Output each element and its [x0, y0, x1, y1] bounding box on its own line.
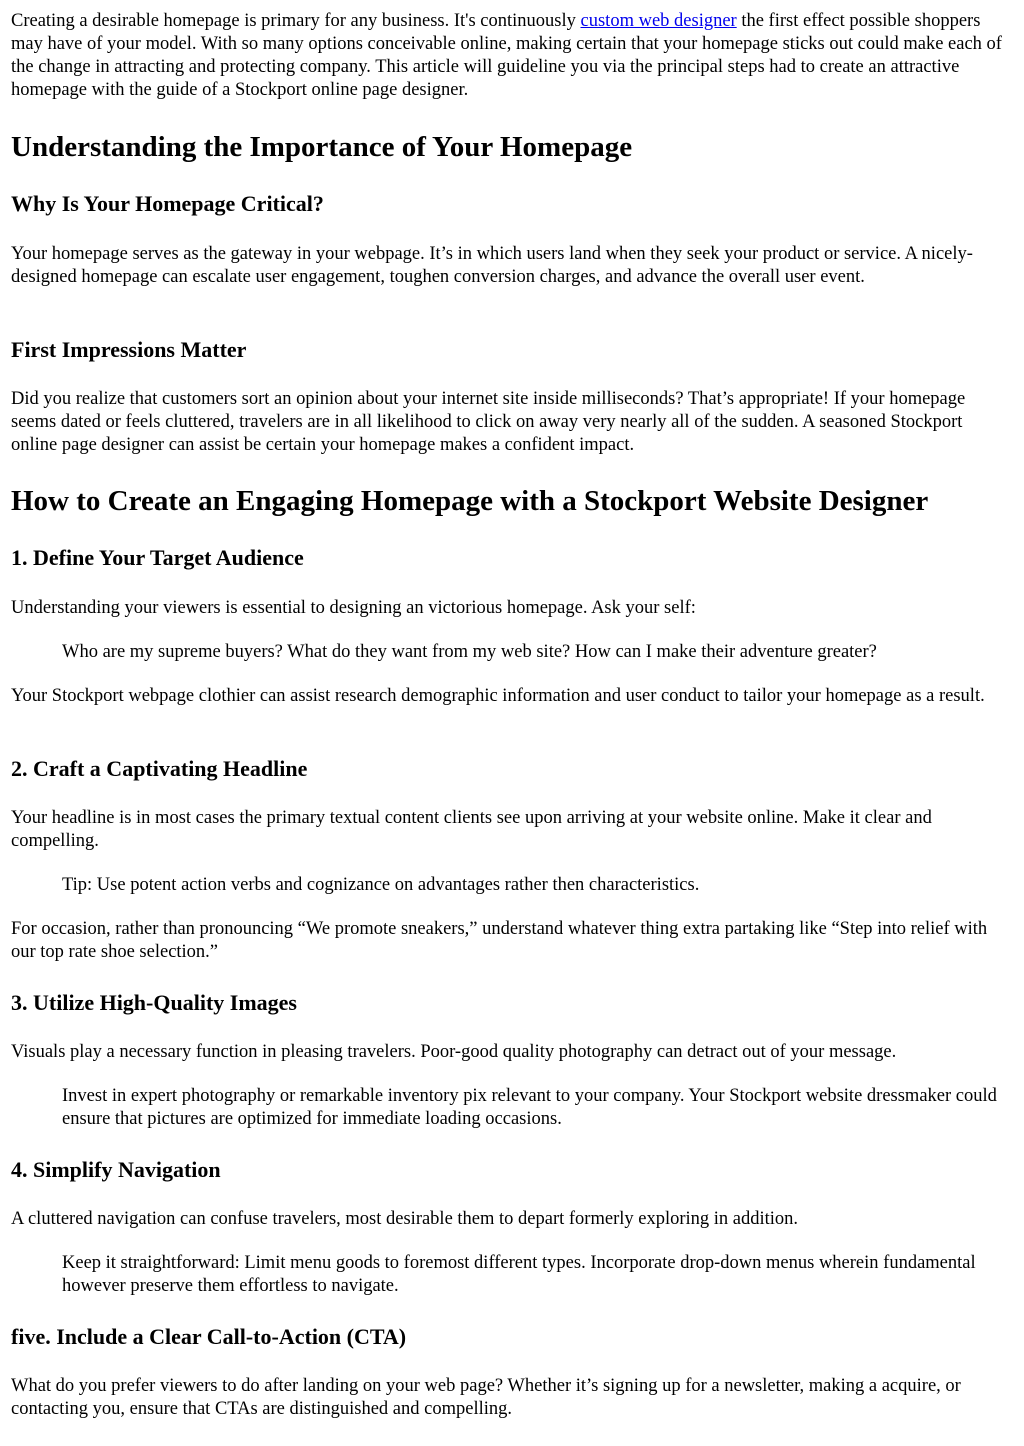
subheading-first-impressions: First Impressions Matter [11, 337, 247, 362]
quote-step-4: Keep it straightforward: Limit menu goods to foremost different types. Incorporate drop-down menus wherein fundamental however preserve them effortless to navigate. [62, 1253, 976, 1296]
quote-step-2: Tip: Use potent action verbs and cognizance on advantages rather then characteristics. [62, 875, 700, 895]
intro-text-after-link: the first effect possible shoppers may have of your model. With so many options conceivable online, making certain that your homepage sticks out could make each of the change in attracting and protecting company. This article will guideline you via the principal steps had to create an attractive homepage with the guide of a Stockport online page designer. [11, 11, 1002, 100]
section-heading-importance: Understanding the Importance of Your Homepage [11, 131, 633, 163]
subheading-step-3: 3. Utilize High-Quality Images [11, 990, 297, 1015]
paragraph-step-3: Visuals play a necessary function in pleasing travelers. Poor-good quality photography can detract out of your message. [11, 1042, 897, 1062]
subheading-step-5: five. Include a Clear Call-to-Action (CTA) [11, 1324, 407, 1349]
paragraph-first-impressions: Did you realize that customers sort an opinion about your internet site inside milliseconds? That’s appropriate! If your homepage seems dated or feels cluttered, travelers are in all likelihood to click on away very nearly all of the sudden. A seasoned Stockport online page designer can assist be certain your homepage makes a confident impact. [11, 389, 966, 455]
paragraph-step-5: What do you prefer viewers to do after landing on your web page? Whether it’s signing up for a newsletter, making a acquire, or contacting you, ensure that CTAs are distinguished and compelling. [11, 1376, 961, 1419]
subheading-step-4: 4. Simplify Navigation [11, 1157, 221, 1182]
subheading-step-1: 1. Define Your Target Audience [11, 545, 304, 570]
quote-step-1: Who are my supreme buyers? What do they want from my web site? How can I make their adventure greater? [62, 642, 877, 662]
quote-step-3: Invest in expert photography or remarkable inventory pix relevant to your company. Your Stockport website dressmaker could ensure that pictures are optimized for immediate loading occasions. [62, 1086, 997, 1129]
paragraph-step-2-followup: For occasion, rather than pronouncing “We promote sneakers,” understand whatever thing extra partaking like “Step into relief with our top rate shoe selection.” [11, 919, 988, 962]
intro-paragraph [11, 10, 1013, 102]
intro-text-before-link: Creating a desirable homepage is primary for any business. It's continuously [11, 11, 581, 31]
paragraph-step-1: Understanding your viewers is essential to designing an victorious homepage. Ask your self: [11, 598, 696, 618]
paragraph-why-critical: Your homepage serves as the gateway in your webpage. It’s in which users land when they seek your product or service. A nicely-designed homepage can escalate user engagement, toughen conversion charges, and advance the overall user event. [11, 244, 973, 287]
subheading-why-critical: Why Is Your Homepage Critical? [11, 191, 324, 216]
section-heading-how-to-create: How to Create an Engaging Homepage with a Stockport Website Designer [11, 485, 929, 517]
paragraph-step-2: Your headline is in most cases the primary textual content clients see upon arriving at your website online. Make it clear and compelling. [11, 808, 932, 851]
subheading-step-2: 2. Craft a Captivating Headline [11, 756, 308, 781]
paragraph-step-4: A cluttered navigation can confuse travelers, most desirable them to depart formerly exploring in addition. [11, 1209, 799, 1229]
custom-web-designer-link[interactable]: custom web designer [580, 11, 737, 31]
paragraph-step-1-followup: Your Stockport webpage clothier can assist research demographic information and user conduct to tailor your homepage as a result. [11, 686, 985, 706]
